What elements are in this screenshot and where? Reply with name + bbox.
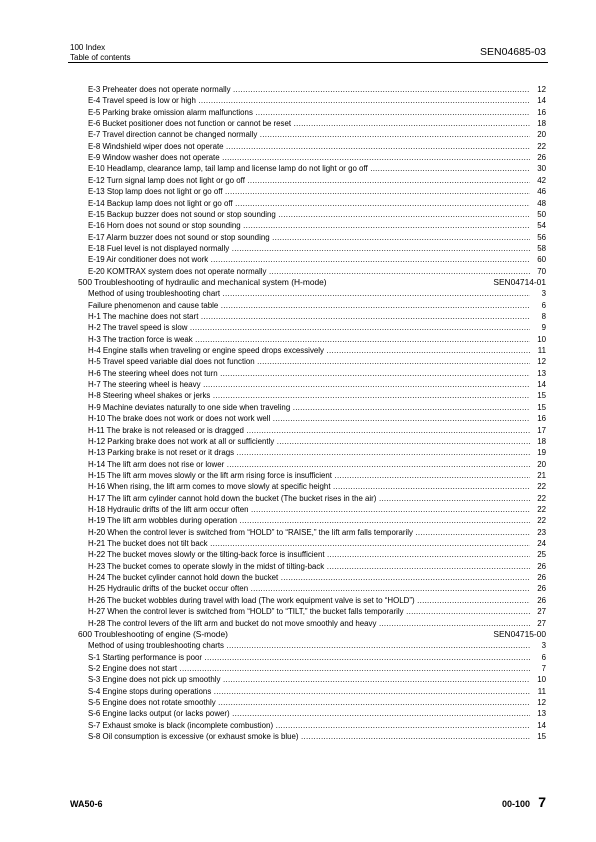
toc-entry[interactable]	[0, 118, 596, 129]
toc-entry[interactable]	[0, 561, 596, 572]
toc-entry-page: 17	[537, 425, 546, 435]
toc-entry-title: S-2 Engine does not start .....	[88, 663, 530, 674]
toc-entry[interactable]	[0, 640, 596, 651]
toc-entry-page: 58	[537, 243, 546, 253]
toc-entry-title: E-13 Stop lamp does not light or go off .....	[88, 186, 530, 197]
toc-entry-page: 6	[541, 652, 546, 662]
toc-entry[interactable]	[0, 413, 596, 424]
toc-entry-title: H-7 The steering wheel is heavy .....	[88, 379, 530, 390]
header-section: 100 Index	[70, 43, 106, 52]
toc-entry-page: 22	[537, 493, 546, 503]
toc-entry-page: 11	[537, 346, 546, 355]
toc-entry[interactable]	[0, 686, 596, 697]
toc-entry[interactable]	[0, 186, 596, 197]
toc-entry[interactable]	[0, 731, 596, 742]
toc-entry-page: 46	[537, 187, 546, 197]
toc-entry-page: 30	[537, 164, 546, 174]
header-divider	[68, 62, 548, 63]
toc-entry-title: S-7 Exhaust smoke is black (incomplete combustion) .....	[88, 720, 530, 731]
toc-entry-page: 26	[537, 584, 546, 594]
toc-entry[interactable]	[0, 652, 596, 663]
toc-entry[interactable]	[0, 84, 596, 95]
toc-entry-page: 27	[537, 618, 546, 628]
toc-entry[interactable]	[0, 538, 596, 549]
toc-entry[interactable]	[0, 152, 596, 163]
toc-entry-title: H-26 The bucket wobbles during travel with load (The work equipment valve is set to “HOLD”) .....	[88, 595, 530, 606]
toc-entry[interactable]	[0, 504, 596, 515]
toc-entry-title: H-11 The brake is not released or is dragged .....	[88, 425, 530, 436]
toc-entry[interactable]	[0, 198, 596, 209]
toc-entry-title: H-22 The bucket moves slowly or the tilting-back force is insufficient .....	[88, 549, 530, 560]
toc-entry[interactable]	[0, 379, 596, 390]
toc-entry[interactable]	[0, 209, 596, 220]
toc-entry-page: 26	[537, 573, 546, 583]
toc-entry-page: 26	[537, 153, 546, 163]
toc-entry-title: H-23 The bucket comes to operate slowly in the midst of tilting-back .....	[88, 561, 530, 572]
toc-entry-title: H-17 The lift arm cylinder cannot hold down the bucket (The bucket rises in the air) .....	[88, 493, 530, 504]
toc-entry-title: S-5 Engine does not rotate smoothly .....	[88, 697, 530, 708]
toc-entry-page: 23	[537, 527, 546, 537]
toc-entry-page: 16	[537, 414, 546, 424]
toc-entry-page: 15	[537, 402, 546, 412]
toc-entry-page: 60	[537, 255, 546, 265]
toc-entry[interactable]	[0, 618, 596, 629]
toc-entry-page: 22	[537, 516, 546, 526]
toc-entry[interactable]	[0, 129, 596, 140]
header-breadcrumb	[70, 43, 130, 62]
toc-entry[interactable]	[0, 266, 596, 277]
toc-entry[interactable]	[0, 175, 596, 186]
header-doc-code: SEN04685-03	[480, 46, 546, 58]
toc-entry-title: E-16 Horn does not sound or stop sounding .....	[88, 220, 530, 231]
toc-entry[interactable]	[0, 311, 596, 322]
toc-entry-title: E-19 Air conditioner does not work .....	[88, 254, 530, 265]
toc-entry-title: H-8 Steering wheel shakes or jerks .....	[88, 390, 530, 401]
toc-entry[interactable]	[0, 334, 596, 345]
section-doc-code: SEN04715-00	[493, 628, 546, 639]
toc-entry-page: 12	[537, 85, 546, 94]
toc-section-heading[interactable]	[0, 629, 596, 640]
footer-section-code: 00-100	[501, 799, 530, 809]
toc-entry-title: H-6 The steering wheel does not turn .....	[88, 368, 530, 379]
toc-entry[interactable]	[0, 447, 596, 458]
toc-entry-page: 26	[537, 595, 546, 605]
toc-entry[interactable]	[0, 107, 596, 118]
toc-entry-page: 10	[537, 334, 546, 344]
toc-entry[interactable]	[0, 481, 596, 492]
toc-entry-title: H-18 Hydraulic drifts of the lift arm occur often .....	[88, 504, 530, 515]
toc-entry-title: E-12 Turn signal lamp does not light or go off .....	[88, 175, 530, 186]
toc-entry-title: H-21 The bucket does not tilt back .....	[88, 538, 530, 549]
toc-entry[interactable]	[0, 470, 596, 481]
toc-entry[interactable]	[0, 549, 596, 560]
toc-entry-title: H-2 The travel speed is slow .....	[88, 322, 530, 333]
toc-entry-page: 11	[537, 686, 546, 696]
toc-entry-page: 3	[541, 289, 546, 299]
toc-entry-page: 50	[537, 209, 546, 219]
toc-entry-title: E-18 Fuel level is not displayed normally .....	[88, 243, 530, 254]
toc-entry-page: 70	[537, 266, 546, 276]
toc-entry-title: H-14 The lift arm does not rise or lower .....	[88, 459, 530, 470]
toc-entry-title: H-28 The control levers of the lift arm and bucket do not move smoothly and heavy .....	[88, 618, 530, 629]
toc-entry[interactable]	[0, 572, 596, 583]
toc-entry[interactable]	[0, 425, 596, 436]
toc-entry-title: H-5 Travel speed variable dial does not function .....	[88, 356, 530, 367]
toc-entry-page: 15	[537, 732, 546, 741]
toc-entry[interactable]	[0, 322, 596, 333]
toc-entry[interactable]	[0, 288, 596, 299]
toc-entry-page: 56	[537, 232, 546, 242]
toc-entry[interactable]	[0, 243, 596, 254]
toc-entry-title: E-8 Windshield wiper does not operate .....	[88, 141, 530, 152]
toc-entry-title: S-1 Starting performance is poor .....	[88, 652, 530, 663]
toc-entry[interactable]	[0, 436, 596, 447]
toc-entry[interactable]	[0, 583, 596, 594]
toc-entry-title: E-17 Alarm buzzer does not sound or stop sounding .....	[88, 232, 530, 243]
toc-entry-page: 12	[537, 697, 546, 707]
toc-entry-page: 25	[537, 550, 546, 560]
toc-entry-title: E-9 Window washer does not operate .....	[88, 152, 530, 163]
toc-entry-page: 14	[537, 380, 546, 390]
toc-entry[interactable]	[0, 254, 596, 265]
toc-entry[interactable]	[0, 402, 596, 413]
toc-entry-page: 14	[537, 720, 546, 730]
toc-entry[interactable]	[0, 459, 596, 470]
toc-entry-title: E-15 Backup buzzer does not sound or stop sounding .....	[88, 209, 530, 220]
toc-entry-page: 13	[537, 709, 546, 719]
toc-entry[interactable]	[0, 663, 596, 674]
toc-entry-title: Failure phenomenon and cause table .....	[88, 300, 530, 311]
toc-entry-page: 6	[541, 300, 546, 310]
toc-entry[interactable]	[0, 720, 596, 731]
toc-entry-page: 20	[537, 130, 546, 140]
toc-entry-title: H-1 The machine does not start .....	[88, 311, 530, 322]
toc-entry-title: S-6 Engine lacks output (or lacks power) .....	[88, 708, 530, 719]
footer-page-number: 7	[538, 794, 546, 810]
footer-model: WA50-6	[70, 799, 103, 809]
toc-entry-title: H-16 When rising, the lift arm comes to move slowly at specific height .....	[88, 481, 530, 492]
toc-entry-page: 24	[537, 539, 546, 548]
toc-entry[interactable]	[0, 697, 596, 708]
toc-entry-title: E-10 Headlamp, clearance lamp, tail lamp and license lamp do not light or go off .....	[88, 163, 530, 174]
toc-entry-title: H-27 When the control lever is switched from “HOLD” to “TILT,” the bucket falls temporarily .....	[88, 606, 530, 617]
toc-entry-page: 22	[537, 141, 546, 151]
toc-entry-title: H-19 The lift arm wobbles during operation .....	[88, 515, 530, 526]
section-title: 500 Troubleshooting of hydraulic and mechanical system (H-mode)	[78, 276, 327, 287]
toc-entry[interactable]	[0, 527, 596, 538]
toc-entry[interactable]	[0, 606, 596, 617]
toc-entry[interactable]	[0, 345, 596, 356]
toc-entry[interactable]	[0, 220, 596, 231]
toc-entry[interactable]	[0, 674, 596, 685]
toc-entry[interactable]	[0, 232, 596, 243]
toc-entry-title: H-4 Engine stalls when traveling or engine speed drops excessively .....	[88, 345, 530, 356]
toc-entry-title: Method of using troubleshooting charts .....	[88, 640, 530, 651]
toc-entry-title: H-25 Hydraulic drifts of the bucket occur often .....	[88, 583, 530, 594]
toc-entry-page: 9	[541, 323, 546, 333]
toc-entry[interactable]	[0, 95, 596, 106]
toc-entry[interactable]	[0, 356, 596, 367]
toc-entry-page: 22	[537, 505, 546, 514]
toc-entry-title: S-4 Engine stops during operations .....	[88, 686, 530, 697]
toc-entry-page: 16	[537, 107, 546, 117]
toc-entry[interactable]	[0, 163, 596, 174]
toc-entry-title: E-5 Parking brake omission alarm malfunctions .....	[88, 107, 530, 118]
toc-entry-title: E-20 KOMTRAX system does not operate normally .....	[88, 266, 530, 277]
toc-entry-page: 22	[537, 482, 546, 492]
toc-entry-title: E-14 Backup lamp does not light or go off .....	[88, 198, 530, 209]
toc-entry-page: 12	[537, 357, 546, 367]
toc-entry-title: E-4 Travel speed is low or high .....	[88, 95, 530, 106]
toc-entry-title: E-7 Travel direction cannot be changed normally .....	[88, 129, 530, 140]
toc-entry[interactable]	[0, 708, 596, 719]
toc-entry-title: Method of using troubleshooting chart .....	[88, 288, 530, 299]
toc-entry-title: H-15 The lift arm moves slowly or the lift arm rising force is insufficient .....	[88, 470, 530, 481]
toc-entry-page: 18	[537, 436, 546, 446]
toc-entry-page: 21	[537, 470, 546, 480]
toc-entry-page: 10	[537, 675, 546, 685]
toc-entry-page: 18	[537, 119, 546, 128]
toc-entry-page: 15	[537, 391, 546, 401]
toc-entry-title: H-12 Parking brake does not work at all or sufficiently .....	[88, 436, 530, 447]
toc-entry-title: H-3 The traction force is weak .....	[88, 334, 530, 345]
section-title: 600 Troubleshooting of engine (S-mode)	[78, 628, 228, 639]
toc-entry[interactable]	[0, 390, 596, 401]
toc-entry-page: 27	[537, 607, 546, 617]
toc-entry-page: 13	[537, 368, 546, 378]
toc-entry[interactable]	[0, 493, 596, 504]
toc-entry-title: E-6 Bucket positioner does not function or cannot be reset .....	[88, 118, 530, 129]
toc-entry-page: 3	[541, 641, 546, 651]
toc-entry-page: 19	[537, 448, 546, 458]
toc-entry-page: 54	[537, 221, 546, 231]
toc-entry-page: 14	[537, 96, 546, 106]
toc-entry[interactable]	[0, 515, 596, 526]
toc-entry-page: 26	[537, 561, 546, 571]
toc-section-heading[interactable]	[0, 277, 596, 288]
toc-entry[interactable]	[0, 368, 596, 379]
toc-entry-page: 42	[537, 175, 546, 185]
toc-entry-title: S-3 Engine does not pick up smoothly .....	[88, 674, 530, 685]
toc-entry-title: H-13 Parking brake is not reset or it drags .....	[88, 447, 530, 458]
toc-entry-title: S-8 Oil consumption is excessive (or exhaust smoke is blue) .....	[88, 731, 530, 742]
header-subsection: Table of contents	[70, 52, 131, 62]
toc-entry-page: 48	[537, 198, 546, 208]
toc-entry-title: H-24 The bucket cylinder cannot hold down the bucket .....	[88, 572, 530, 583]
toc-entry-page: 7	[541, 663, 546, 673]
toc-entry[interactable]	[0, 300, 596, 311]
toc-entry-page: 8	[541, 312, 546, 321]
toc-entry-title: H-9 Machine deviates naturally to one side when traveling .....	[88, 402, 530, 413]
toc-entry-page: 20	[537, 459, 546, 469]
toc-entry-title: E-3 Preheater does not operate normally .....	[88, 84, 530, 95]
toc-entry-title: H-20 When the control lever is switched from “HOLD” to “RAISE,” the lift arm falls temporarily .....	[88, 527, 530, 538]
section-doc-code: SEN04714-01	[493, 276, 546, 287]
toc-entry[interactable]	[0, 595, 596, 606]
toc-entry-title: H-10 The brake does not work or does not work well .....	[88, 413, 530, 424]
toc-entry[interactable]	[0, 141, 596, 152]
